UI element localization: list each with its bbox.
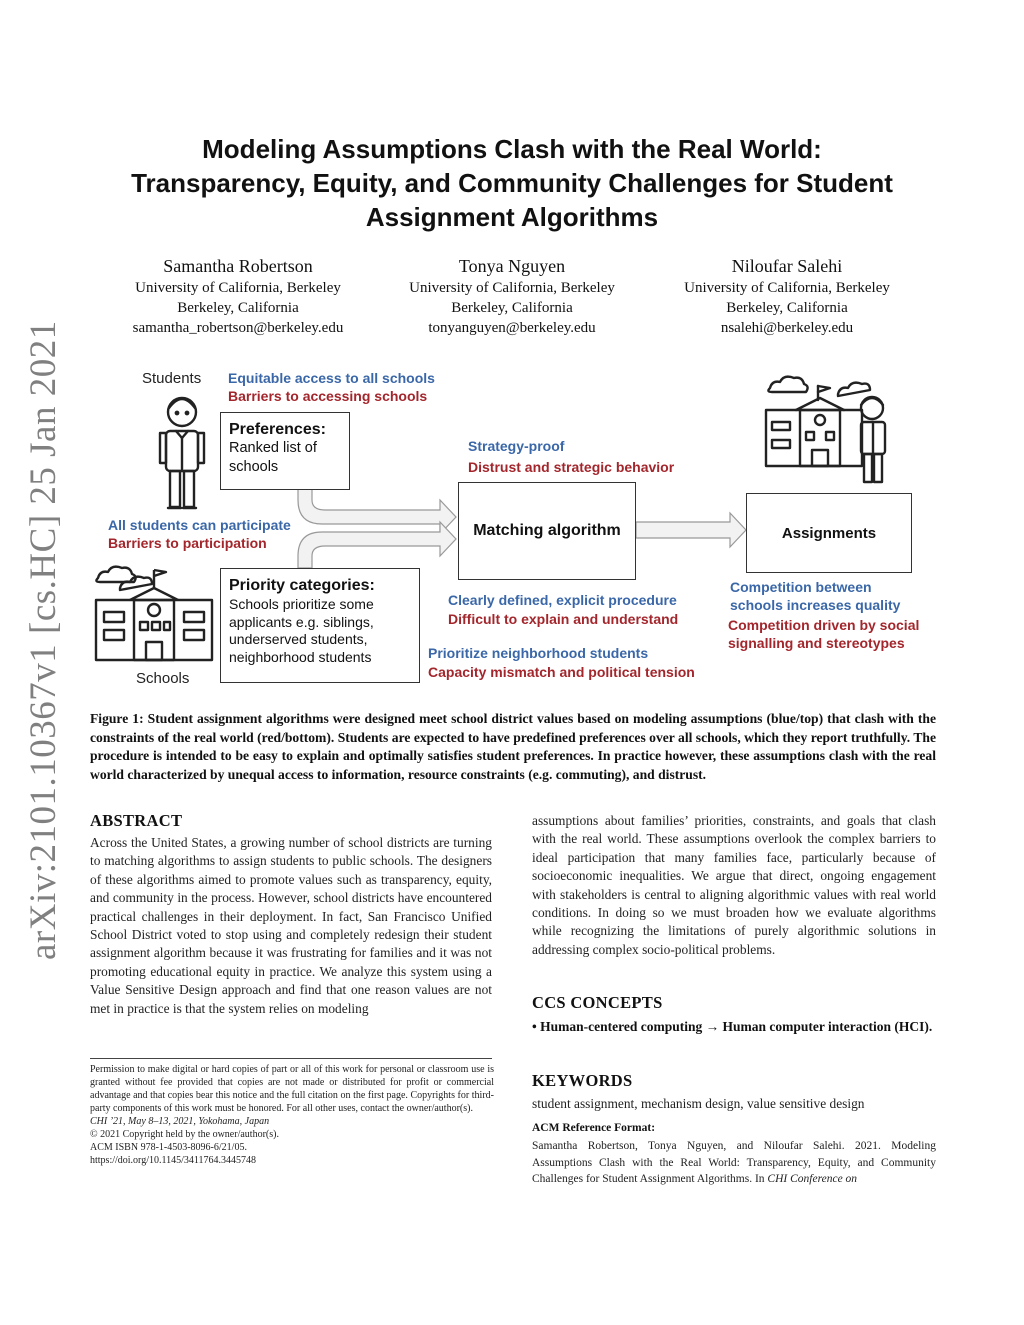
assumption-procedure: Clearly defined, explicit procedure xyxy=(448,592,677,608)
author-name: Niloufar Salehi xyxy=(731,256,843,276)
copyright-line: © 2021 Copyright held by the owner/author(s). xyxy=(90,1129,279,1140)
arrow-priority xyxy=(298,522,456,568)
reality-access: Barriers to accessing schools xyxy=(228,388,428,404)
reality-competition-1: Competition driven by social xyxy=(728,617,920,633)
priority-categories-box xyxy=(220,568,420,683)
reality-participate: Barriers to participation xyxy=(108,535,267,551)
abstract-text: Across the United States, a growing number of school districts are turning to matching algorithms to assign students to public schools. The designers of these algorithms aimed to promote values such as transparency, equity, and community in the process. However, school districts have encountered practical challenges in their deployment. In fact, San Francisco Unified School District voted to stop using and completely redesign their student assignment algorithm because it was frustrating for families and it was not promoting educational equity in practice. We analyze this system using a Value Sensitive Design approach and find that one reason values are not met in practice is that the system relies on modeling xyxy=(90,835,492,1016)
author-affiliation: University of California, Berkeley xyxy=(409,280,615,296)
assignments-label: Assignments xyxy=(781,524,877,542)
priority-body-3: underserved students, xyxy=(229,631,368,647)
school-icon xyxy=(96,567,212,660)
keywords-text: student assignment, mechanism design, value sensitive design xyxy=(532,1096,865,1111)
assumption-access: Equitable access to all schools xyxy=(228,370,435,386)
permission-text: Permission to make digital or hard copies of part or all of this work for personal or classroom use is granted without fee provided that copies are not made or distributed for profit or commercial advantage and that copies bear this notice and the full citation on the first page. Copyrights for third-party components of this work must be honored. For all other uses, contact the owner/author(s). xyxy=(90,1064,494,1114)
author-name: Samantha Robertson xyxy=(163,256,313,276)
author-block xyxy=(657,254,917,338)
footnote-rule xyxy=(90,1058,492,1059)
ccs-concept-item: • Human-centered computing → Human computer interaction (HCI). xyxy=(532,1019,933,1034)
isbn-line: ACM ISBN 978-1-4503-8096-6/21/05. xyxy=(90,1142,247,1153)
author-block xyxy=(108,254,368,338)
conference-info: CHI ’21, May 8–13, 2021, Yokohama, Japan xyxy=(90,1116,270,1127)
title-line-2: Transparency, Equity, and Community Challenges for Student xyxy=(131,168,893,198)
figure-caption: Figure 1: Student assignment algorithms were designed meet school district values based on modeling assumptions (blue/top) that clash with the constraints of the real world (red/bottom). Students are expected to have predefined preferences over all schools, which they report truthfully. The procedure is intended to be easy to explain and optimally satisfies student preferences. In practice however, these assumptions clash with the real world characterized by unequal access to information, resource constraints (e.g. commuting), and distrust. xyxy=(90,711,936,782)
assumption-competition-1: Competition between xyxy=(730,579,872,595)
preferences-box xyxy=(220,412,350,490)
author-email: tonyanguyen@berkeley.edu xyxy=(428,320,596,336)
preferences-title: Preferences: xyxy=(229,421,326,438)
preferences-body-1: Ranked list of xyxy=(229,440,317,456)
arrow-to-assignments xyxy=(636,513,746,547)
author-email: samantha_robertson@berkeley.edu xyxy=(132,320,344,336)
author-block xyxy=(382,254,642,338)
keywords-heading: KEYWORDS xyxy=(532,1071,633,1090)
arxiv-identifier: arXiv:2101.10367v1 [cs.HC] 25 Jan 2021 xyxy=(23,320,64,960)
author-email: nsalehi@berkeley.edu xyxy=(720,320,854,336)
abstract-heading: ABSTRACT xyxy=(90,811,183,830)
assignments-box xyxy=(746,493,912,573)
author-affiliation: University of California, Berkeley xyxy=(135,280,341,296)
permission-block xyxy=(90,1063,494,1167)
abstract-continuation: assumptions about families’ priorities, constraints, and goals that clash with the real world. These assumptions overlook the complex barriers to ideal participation that many families face, particularly because of socioeconomic inequalities. We argue that direct, ongoing engagement with stakeholders is central to aligning algorithmic values with real world conditions. In doing so we must broaden how we evaluate algorithms while recognizing the limitations of purely algorithmic solutions in addressing complex socio-political problems. xyxy=(532,813,936,957)
acm-reference-text xyxy=(532,1138,936,1188)
title-line-1: Modeling Assumptions Clash with the Real World: xyxy=(202,134,822,164)
schools-label: Schools xyxy=(136,670,190,687)
assumption-participate: All students can participate xyxy=(108,517,291,533)
paper-title xyxy=(60,132,964,234)
priority-body-2: applicants e.g. siblings, xyxy=(229,613,374,630)
ccs-heading: CCS CONCEPTS xyxy=(532,993,663,1012)
reality-neighborhood: Capacity mismatch and political tension xyxy=(428,664,695,680)
arrow-preferences xyxy=(298,488,456,534)
title-line-3: Assignment Algorithms xyxy=(365,202,659,232)
acm-reference-body: Samantha Robertson, Tonya Nguyen, and Niloufar Salehi. 2021. Modeling Assumptions Clash with the Real World: Transparency, Equity, and Community Challenges for Student Assignment Algorithms. In xyxy=(532,1140,936,1185)
reality-procedure: Difficult to explain and understand xyxy=(448,611,679,627)
priority-body-1: Schools prioritize some xyxy=(229,596,374,612)
acm-reference-venue: CHI Conference on xyxy=(767,1173,858,1185)
author-location: Berkeley, California xyxy=(451,300,573,316)
doi-link[interactable]: https://doi.org/10.1145/3411764.3445748 xyxy=(90,1155,257,1166)
figure-1 xyxy=(90,360,940,700)
matching-algorithm-label: Matching algorithm xyxy=(473,522,621,539)
author-location: Berkeley, California xyxy=(177,300,299,316)
priority-title: Priority categories: xyxy=(229,577,375,594)
preferences-body-2: schools xyxy=(229,459,279,475)
author-location: Berkeley, California xyxy=(726,300,848,316)
reality-strategy: Distrust and strategic behavior xyxy=(468,459,675,475)
author-name: Tonya Nguyen xyxy=(458,256,566,276)
school-student-icon xyxy=(766,377,885,482)
acm-reference-heading: ACM Reference Format: xyxy=(532,1122,656,1134)
reality-competition-2: signalling and stereotypes xyxy=(728,635,905,651)
student-icon xyxy=(160,398,204,508)
assumption-competition-2: schools increases quality xyxy=(730,597,901,613)
matching-algorithm-box xyxy=(458,482,636,580)
assumption-neighborhood: Prioritize neighborhood students xyxy=(428,645,649,661)
author-affiliation: University of California, Berkeley xyxy=(684,280,890,296)
assumption-strategy: Strategy-proof xyxy=(468,438,565,454)
priority-body-4: neighborhood students xyxy=(229,648,372,665)
students-label: Students xyxy=(142,370,202,387)
